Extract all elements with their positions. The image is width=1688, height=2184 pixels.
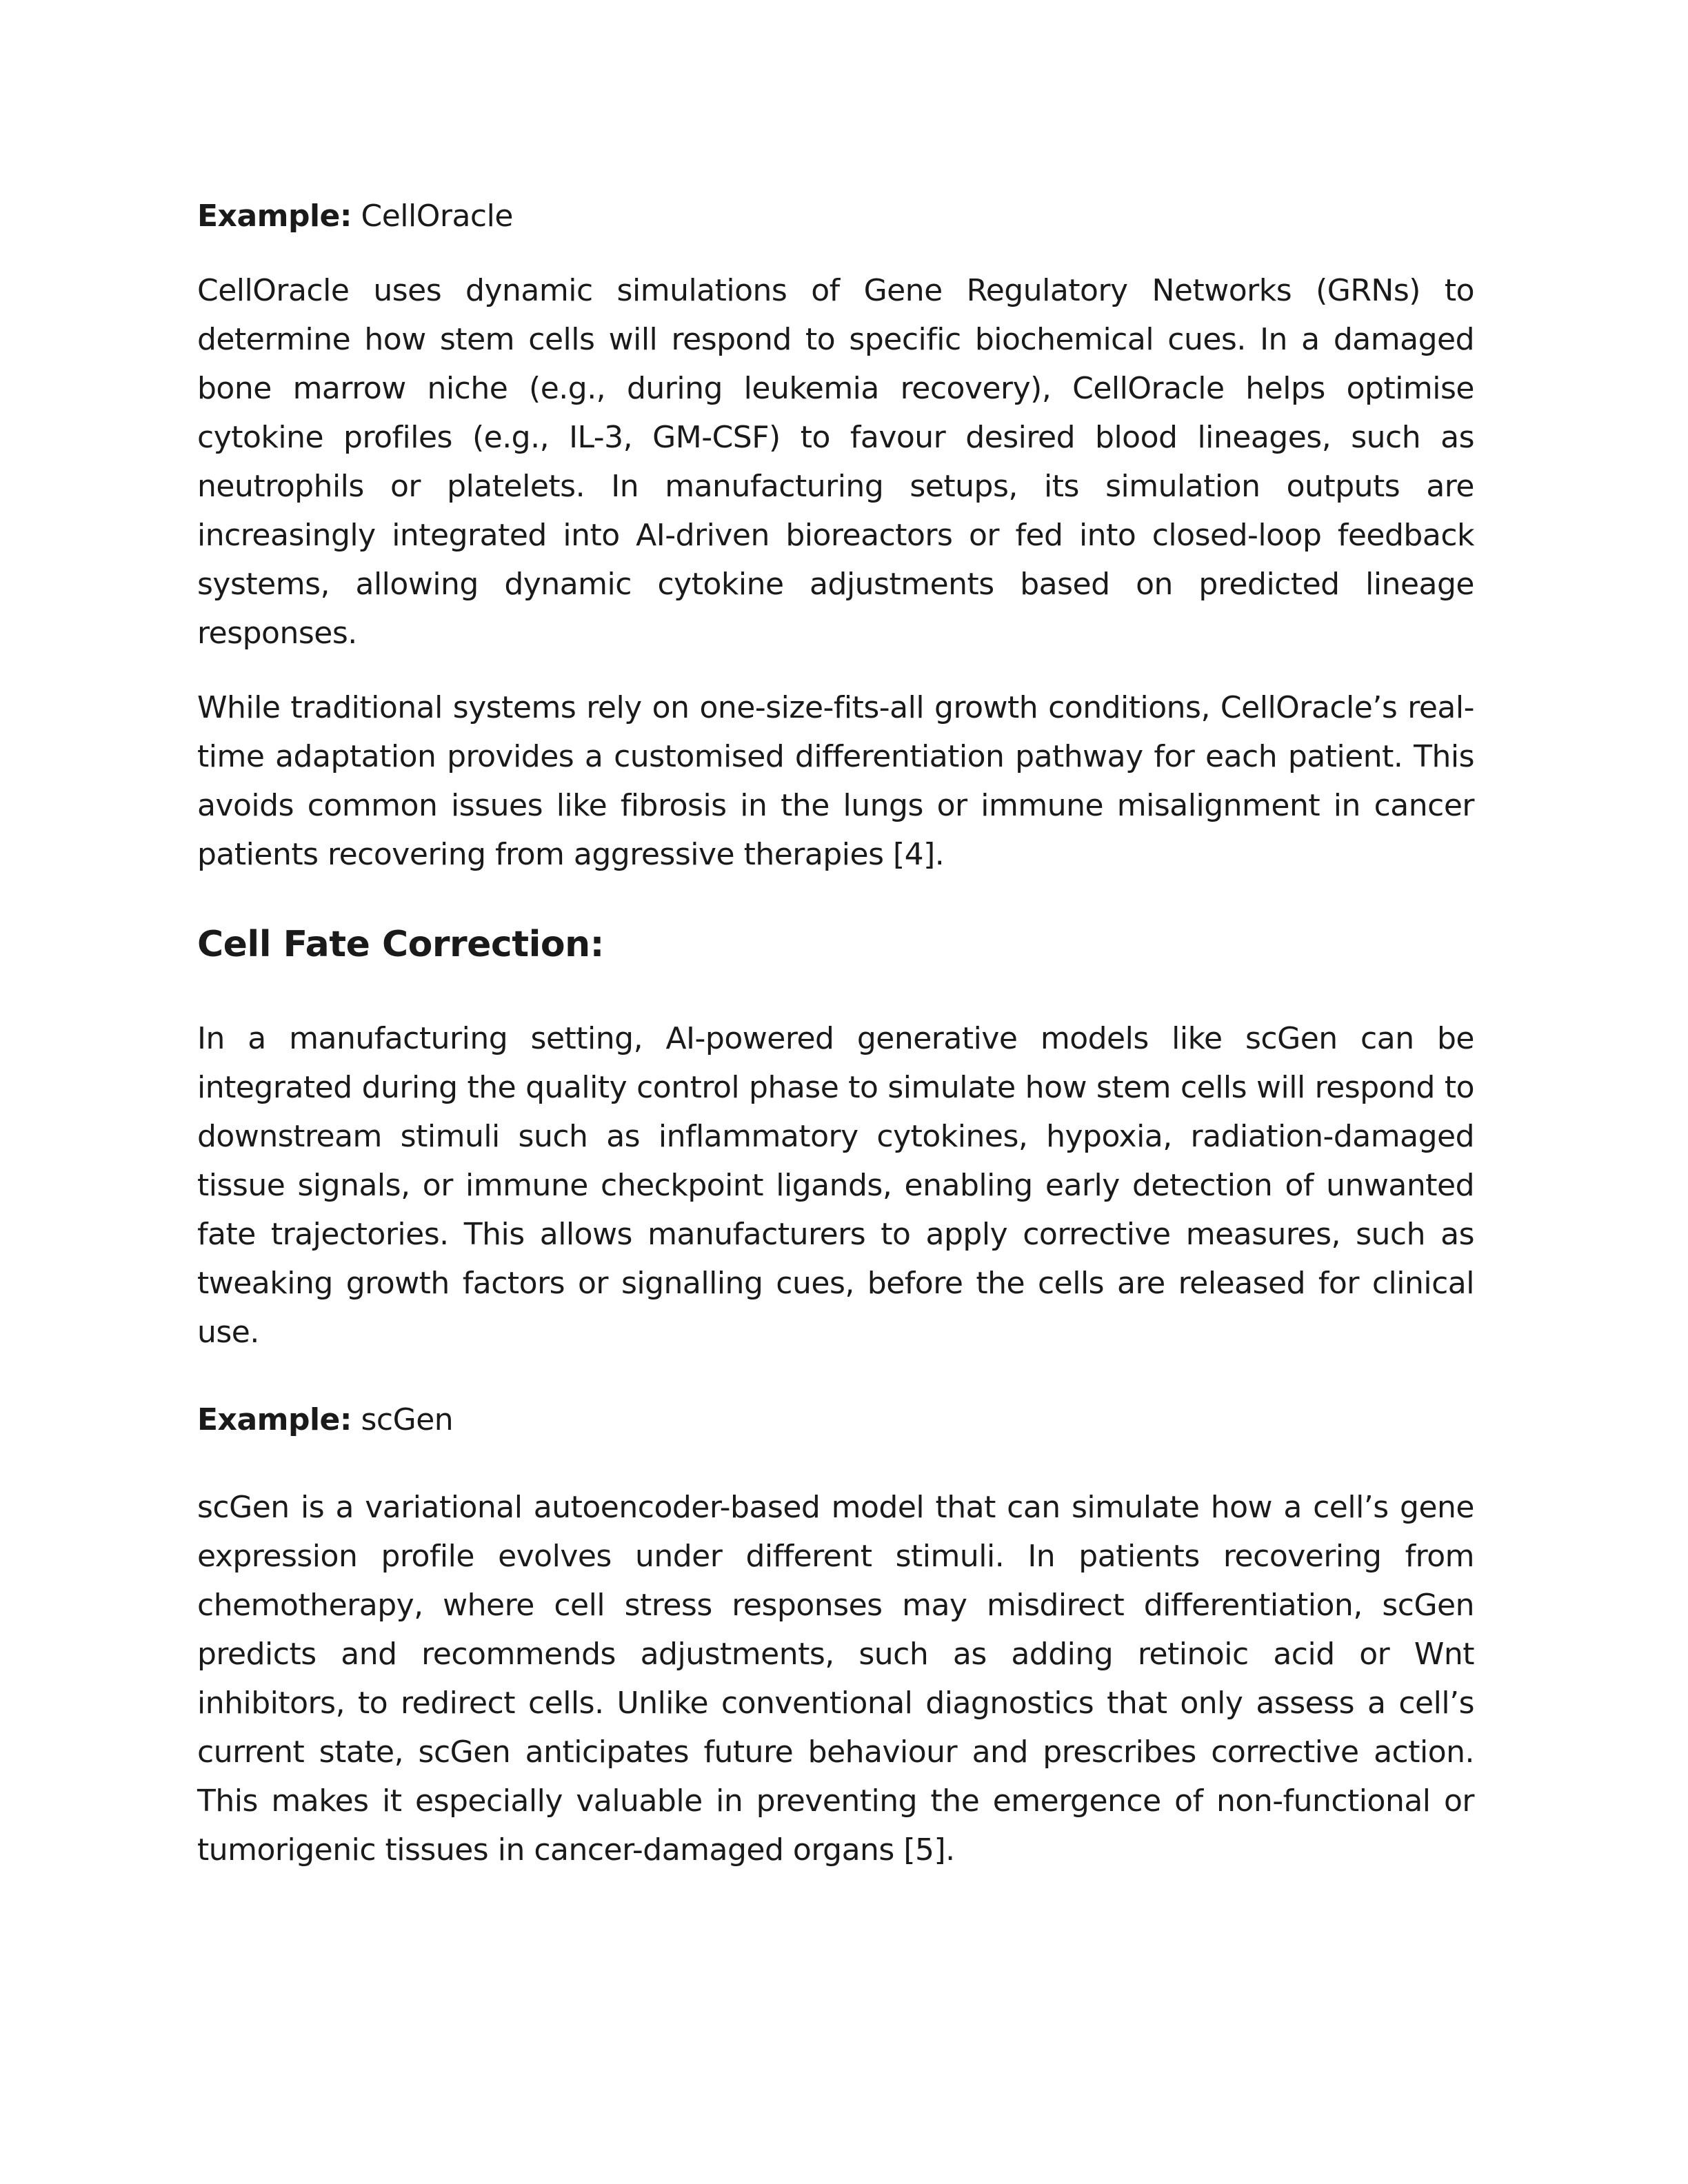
document-page <box>197 192 1474 1874</box>
example-label-celloracle <box>197 192 1474 241</box>
paragraph-cell-fate-correction: In a manufacturing setting, AI-powered generative models like scGen can be integrated during the quality control phase to simulate how stem cells will respond to downstream stimuli such as inflammatory cytokines, hypoxia, radiation-damaged tissue signals, or immune checkpoint ligands, enabling early detection of unwanted fate trajectories. This allows manufacturers to apply corrective measures, such as tweaking growth factors or signalling cues, before the cells are released for clinical use. <box>197 1021 1474 1350</box>
paragraph-celloracle-overview: CellOracle uses dynamic simulations of Gene Regulatory Networks (GRNs) to determine how stem cells will respond to specific biochemical cues. In a damaged bone marrow niche (e.g., during leukemia recovery), CellOracle helps optimise cytokine profiles (e.g., IL-3, GM-CSF) to favour desired blood lineages, such as neutrophils or platelets. In manufacturing setups, its simulation outputs are increasingly integrated into AI-driven bioreactors or fed into closed-loop feedback systems, allowing dynamic cytokine adjustments based on predicted lineage responses. <box>197 273 1474 651</box>
section-heading: Cell Fate Correction: <box>197 924 604 965</box>
example-name: scGen <box>361 1402 454 1437</box>
example-label-prefix: Example: <box>197 199 352 234</box>
example-name: CellOracle <box>361 199 513 234</box>
example-label-prefix: Example: <box>197 1402 352 1437</box>
paragraph-celloracle-adaptation: While traditional systems rely on one-size-fits-all growth conditions, CellOracle’s real-time adaptation provides a customised differentiation pathway for each patient. This avoids common issues like fibrosis in the lungs or immune misalignment in cancer patients recovering from aggressive therapies [4]. <box>197 690 1474 872</box>
example-label-scgen <box>197 1395 1474 1444</box>
paragraph-scgen-overview: scGen is a variational autoencoder-based model that can simulate how a cell’s gene expression profile evolves under different stimuli. In patients recovering from chemotherapy, where cell stress responses may misdirect differentiation, scGen predicts and recommends adjustments, such as adding retinoic acid or Wnt inhibitors, to redirect cells. Unlike conventional diagnostics that only assess a cell’s current state, scGen anticipates future behaviour and prescribes corrective action. This makes it especially valuable in preventing the emergence of non-functional or tumorigenic tissues in cancer-damaged organs [5]. <box>197 1490 1474 1868</box>
